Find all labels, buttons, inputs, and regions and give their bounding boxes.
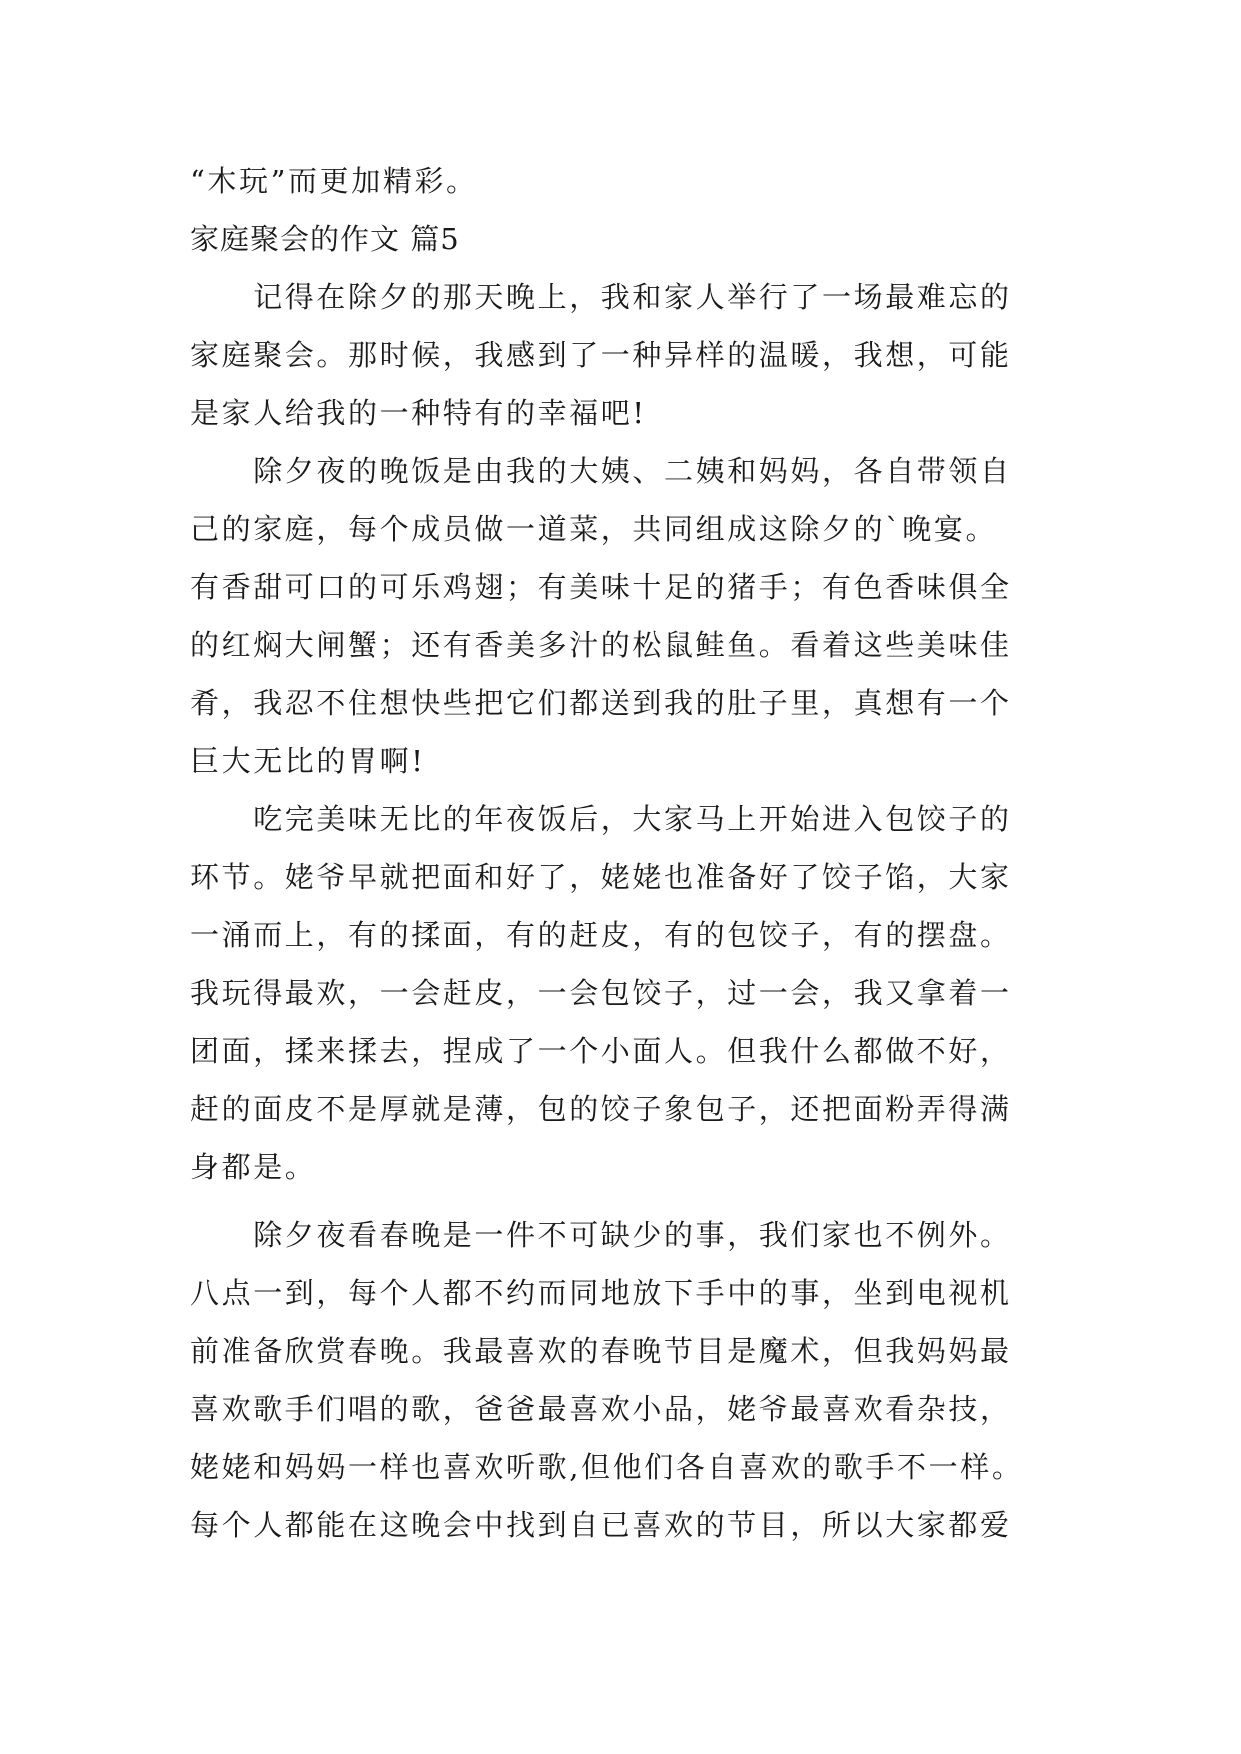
text-line: 是家人给我的一种特有的幸福吧!	[190, 396, 647, 430]
text-line: “木玩”而更加精彩。	[190, 164, 478, 198]
text-line: 记得在除夕的那天晚上，我和家人举行了一场最难忘的	[190, 280, 1012, 314]
text-line: 一涌而上，有的揉面，有的赶皮，有的包饺子，有的摆盘。	[190, 918, 1012, 952]
text-line: 的红焖大闸蟹；还有香美多汁的松鼠鲑鱼。看着这些美味佳	[190, 628, 1012, 662]
paragraph-gap	[190, 1196, 1060, 1206]
document-body	[190, 152, 1060, 1554]
text-line: 前准备欣赏春晚。我最喜欢的春晚节目是魔术，但我妈妈最	[190, 1334, 1012, 1368]
text-line: 环节。姥爷早就把面和好了，姥姥也准备好了饺子馅，大家	[190, 860, 1012, 894]
text-line: 吃完美味无比的年夜饭后，大家马上开始进入包饺子的	[190, 802, 1012, 836]
text-line: 姥姥和妈妈一样也喜欢听歌,但他们各自喜欢的歌手不一样。	[190, 1450, 1024, 1484]
text-line: 赶的面皮不是厚就是薄，包的饺子象包子，还把面粉弄得满	[190, 1092, 1012, 1126]
text-line: 有香甜可口的可乐鸡翅；有美味十足的猪手；有色香味俱全	[190, 570, 1012, 604]
text-line: 家庭聚会。那时候，我感到了一种异样的温暖，我想，可能	[190, 338, 1012, 372]
text-line: 除夕夜看春晚是一件不可缺少的事，我们家也不例外。	[190, 1218, 1012, 1252]
text-line: 己的家庭，每个成员做一道菜，共同组成这除夕的`晚宴。	[190, 512, 998, 546]
text-line: 巨大无比的胃啊!	[190, 744, 426, 778]
text-line: 喜欢歌手们唱的歌，爸爸最喜欢小品，姥爷最喜欢看杂技，	[190, 1392, 1012, 1426]
section-heading: 家庭聚会的作文 篇5	[190, 222, 460, 256]
text-line: 身都是。	[190, 1150, 317, 1184]
text-line: 团面，揉来揉去，捏成了一个小面人。但我什么都做不好，	[190, 1034, 1012, 1068]
text-line: 每个人都能在这晚会中找到自已喜欢的节目，所以大家都爱	[190, 1508, 1012, 1542]
text-line: 八点一到，每个人都不约而同地放下手中的事，坐到电视机	[190, 1276, 1012, 1310]
text-line: 除夕夜的晚饭是由我的大姨、二姨和妈妈，各自带领自	[190, 454, 1012, 488]
text-line: 肴，我忍不住想快些把它们都送到我的肚子里，真想有一个	[190, 686, 1012, 720]
text-line: 我玩得最欢，一会赶皮，一会包饺子，过一会，我又拿着一	[190, 976, 1012, 1010]
